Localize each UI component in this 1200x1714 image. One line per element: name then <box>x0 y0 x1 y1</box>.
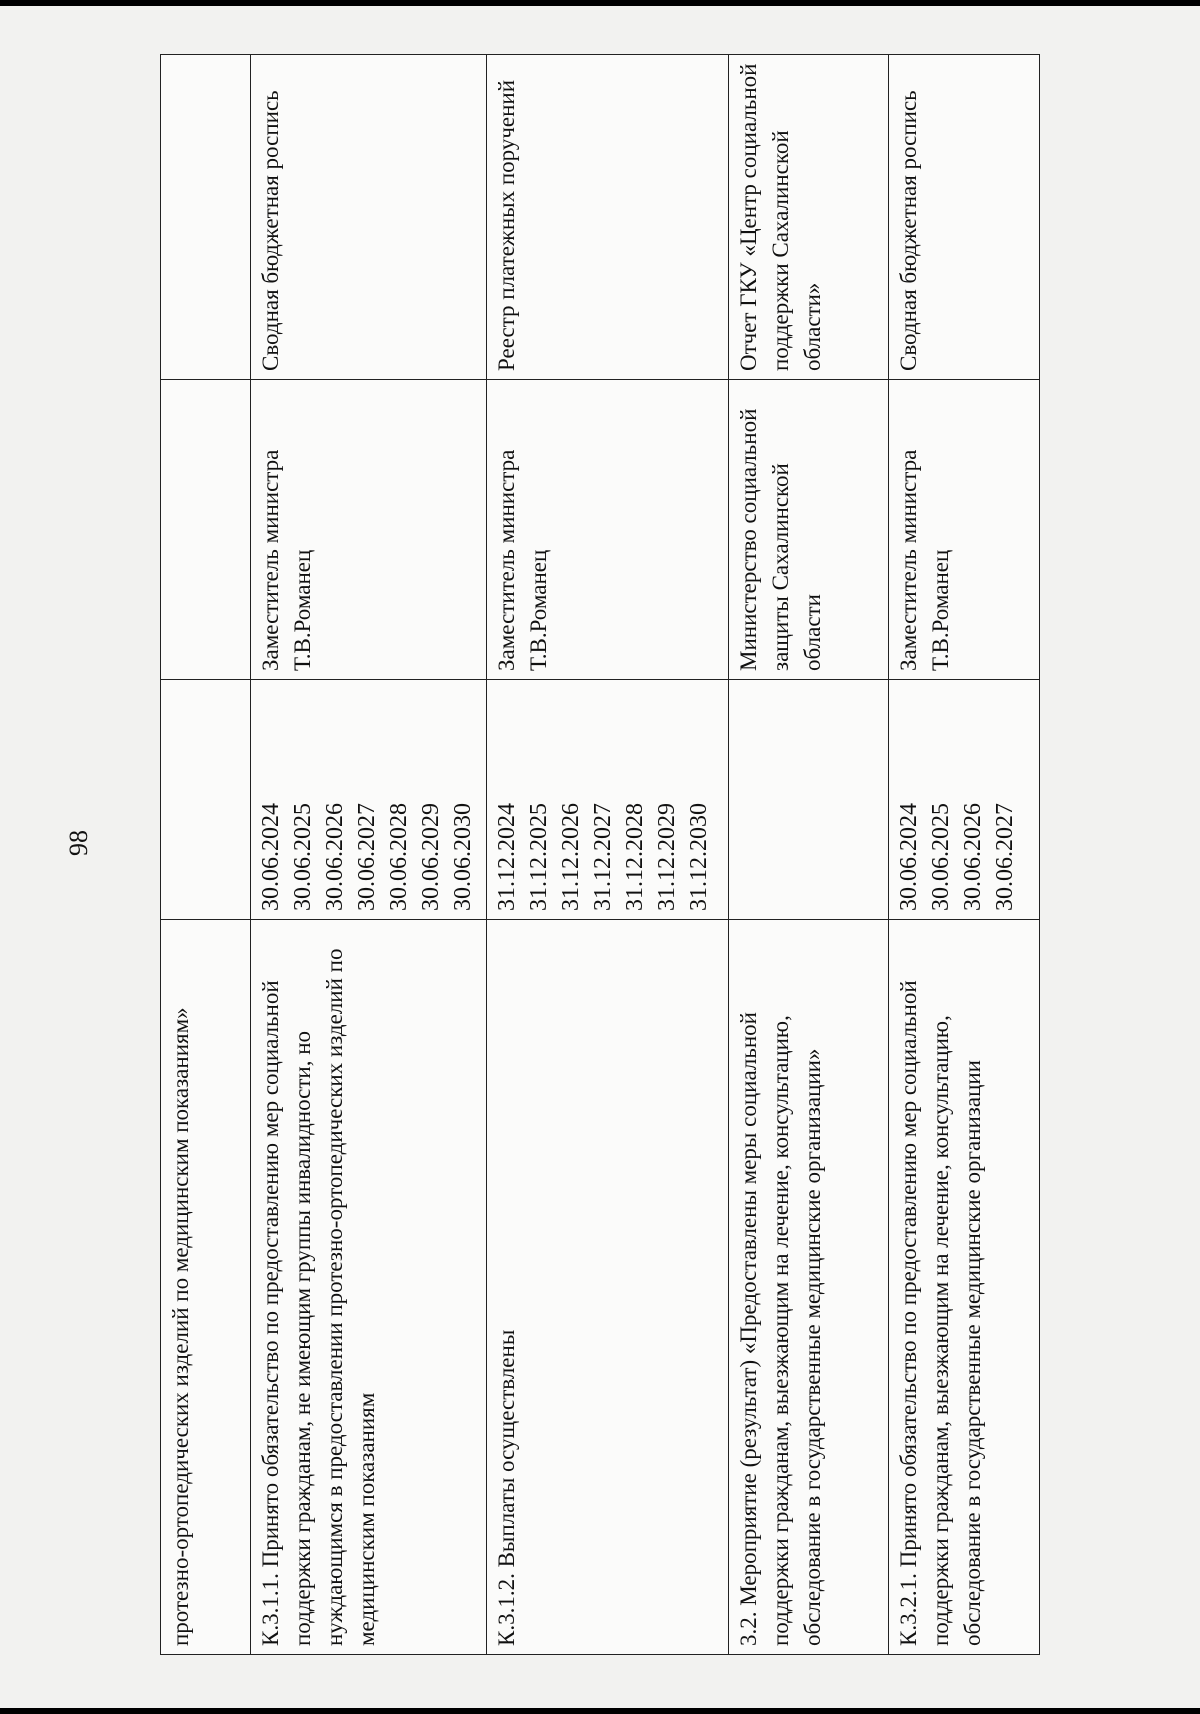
date-item: 31.12.2024 <box>494 803 520 911</box>
event-cell: К.3.1.1. Принято обязательство по предоставлению мер социальной поддержки гражданам, не имеющим группы инвалидности, но нуждающимся в предоставлении протезно-ортопедических изделий по медицинским показаниям <box>251 920 487 1655</box>
page-number: 98 <box>64 830 93 856</box>
dates-cell <box>487 680 729 920</box>
document-cell <box>161 55 251 380</box>
date-item: 30.06.2025 <box>290 803 316 911</box>
rotated-page-content <box>160 55 1040 1655</box>
event-cell: К.3.1.2. Выплаты осуществлены <box>487 920 729 1655</box>
event-cell: 3.2. Мероприятие (результат) «Предоставлены меры социальной поддержки гражданам, выезжающим на лечение, консультацию, обследование в государственные медицинские организации» <box>729 920 889 1655</box>
date-item: 30.06.2024 <box>258 803 284 911</box>
scan-border-bottom <box>0 1708 1200 1714</box>
document-cell: Сводная бюджетная роспись <box>251 55 487 380</box>
responsible-cell: Заместитель министра Т.В.Романец <box>251 380 487 680</box>
date-item: 30.06.2024 <box>896 803 922 911</box>
table-row <box>729 55 889 1655</box>
responsible-cell: Заместитель министра Т.В.Романец <box>487 380 729 680</box>
dates-cell <box>161 680 251 920</box>
date-item: 31.12.2026 <box>558 803 584 911</box>
event-cell: К.3.2.1. Принято обязательство по предоставлению мер социальной поддержки гражданам, выезжающим на лечение, консультацию, обследование в государственные медицинские организации <box>889 920 1040 1655</box>
date-item: 30.06.2028 <box>386 803 412 911</box>
plan-table <box>160 54 1040 1655</box>
table-row <box>487 55 729 1655</box>
date-item: 30.06.2027 <box>354 803 380 911</box>
responsible-cell <box>161 380 251 680</box>
responsible-cell: Заместитель министра Т.В.Романец <box>889 380 1040 680</box>
date-item: 30.06.2030 <box>450 803 476 911</box>
document-cell: Отчет ГКУ «Центр социальной поддержки Сахалинской области» <box>729 55 889 380</box>
dates-cell <box>729 680 889 920</box>
date-item: 30.06.2027 <box>992 803 1018 911</box>
scan-border-top <box>0 0 1200 6</box>
date-item: 31.12.2025 <box>526 803 552 911</box>
table-row <box>161 55 251 1655</box>
date-item: 30.06.2025 <box>928 803 954 911</box>
event-cell: протезно-ортопедических изделий по медицинским показаниям» <box>161 920 251 1655</box>
date-item: 31.12.2027 <box>590 803 616 911</box>
date-item: 30.06.2026 <box>322 803 348 911</box>
date-item: 30.06.2029 <box>418 803 444 911</box>
dates-cell <box>251 680 487 920</box>
date-item: 30.06.2026 <box>960 803 986 911</box>
date-item: 31.12.2028 <box>622 803 648 911</box>
document-cell: Реестр платежных поручений <box>487 55 729 380</box>
table-row <box>251 55 487 1655</box>
table-row <box>889 55 1040 1655</box>
date-item: 31.12.2030 <box>686 803 712 911</box>
dates-cell <box>889 680 1040 920</box>
document-cell: Сводная бюджетная роспись <box>889 55 1040 380</box>
date-item: 31.12.2029 <box>654 803 680 911</box>
responsible-cell: Министерство социальной защиты Сахалинской области <box>729 380 889 680</box>
